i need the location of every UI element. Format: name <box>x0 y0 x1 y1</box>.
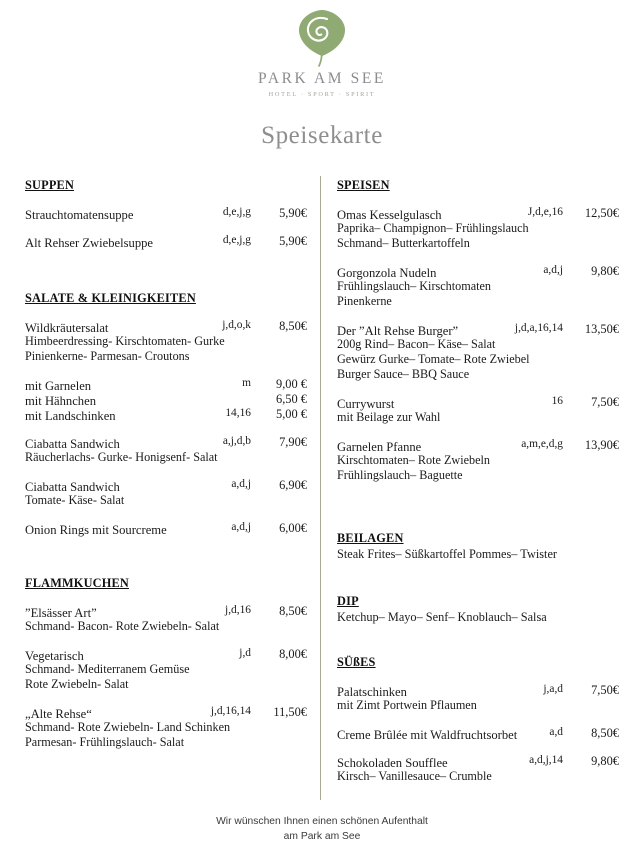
menu-item-price: 8,00€ <box>279 647 307 661</box>
menu-item <box>25 407 307 422</box>
menu-item-description: Burger Sauce– BBQ Sauce <box>337 367 470 381</box>
brand-tagline: HOTEL · SPORT · SPIRIT <box>268 91 376 98</box>
menu-section <box>337 529 619 562</box>
menu-item <box>337 206 619 251</box>
menu-item-price: 6,50 € <box>276 392 307 406</box>
menu-item-row <box>337 206 619 221</box>
menu-item-name: Garnelen Pfanne <box>337 440 422 454</box>
menu-item-name: Gorgonzola Nudeln <box>337 266 437 280</box>
menu-item-row <box>25 705 307 720</box>
menu-item-price: 6,90€ <box>279 478 307 492</box>
menu-item <box>25 705 307 750</box>
menu-item-name: mit Garnelen <box>25 379 92 393</box>
allergen-code: j,d <box>239 647 251 659</box>
allergen-code: 14,16 <box>225 407 251 419</box>
linden-leaf-spiral-icon <box>291 6 353 68</box>
allergen-code: j,d,16,14 <box>210 705 251 717</box>
menu-item-description: mit Zimt Portwein Pflaumen <box>337 698 477 712</box>
section-title: SÜßES <box>337 655 376 669</box>
menu-item-row <box>337 395 619 410</box>
menu-item-price: 5,90€ <box>279 234 307 248</box>
menu-item-description: Pinenkerne <box>337 294 392 308</box>
menu-item <box>25 319 307 364</box>
menu-column-left <box>25 176 307 750</box>
menu-item-name: Ciabatta Sandwich <box>25 437 120 451</box>
menu-item-price: 6,00€ <box>279 521 307 535</box>
menu-column-right <box>337 176 619 784</box>
footer-line-2: am Park am See <box>283 831 361 842</box>
menu-item-description: Schmand- Rote Zwiebeln- Land Schinken <box>25 720 231 734</box>
menu-item-description: mit Beilage zur Wahl <box>337 410 441 424</box>
menu-item-price: 13,90€ <box>584 438 619 452</box>
allergen-code: a,d <box>549 726 563 738</box>
menu-header <box>0 0 644 150</box>
menu-item-row <box>25 521 307 536</box>
allergen-code: 16 <box>551 395 563 407</box>
menu-item-price: 5,00 € <box>276 407 307 421</box>
menu-item <box>25 206 307 221</box>
menu-item-price: 9,00 € <box>276 377 307 391</box>
menu-item <box>337 322 619 382</box>
allergen-code: a,m,e,d,g <box>521 438 563 450</box>
menu-item-price: 8,50€ <box>279 319 307 333</box>
menu-item-name: Alt Rehser Zwiebelsuppe <box>25 236 154 250</box>
menu-footer <box>0 814 644 844</box>
menu-item-row <box>25 319 307 334</box>
allergen-code: a,d,j <box>231 478 251 490</box>
allergen-code: a,d,j <box>231 521 251 533</box>
menu-item-name: „Alte Rehse“ <box>25 707 92 721</box>
menu-item-price: 11,50€ <box>273 705 307 719</box>
menu-item <box>337 264 619 309</box>
menu-item <box>25 647 307 692</box>
menu-item <box>25 521 307 536</box>
menu-item-name: Schokoladen Soufflee <box>337 756 448 770</box>
menu-columns <box>0 176 644 806</box>
section-title: FLAMMKUCHEN <box>25 576 129 590</box>
menu-item <box>337 726 619 741</box>
menu-item-price: 7,50€ <box>591 395 619 409</box>
menu-item-row <box>25 206 307 221</box>
section-title: SPEISEN <box>337 178 390 192</box>
allergen-code: d,e,j,g <box>222 206 251 218</box>
menu-item-row <box>337 264 619 279</box>
menu-item-row <box>25 435 307 450</box>
menu-item-price: 12,50€ <box>584 206 619 220</box>
menu-item-price: 7,90€ <box>279 435 307 449</box>
menu-item-description: Parmesan- Frühlingslauch- Salat <box>25 735 185 749</box>
menu-item-row <box>25 478 307 493</box>
menu-item-price: 9,80€ <box>591 264 619 278</box>
menu-item-price: 13,50€ <box>584 322 619 336</box>
menu-item-row <box>337 683 619 698</box>
menu-item <box>337 438 619 483</box>
menu-item-description: Schmand- Bacon- Rote Zwiebeln- Salat <box>25 619 220 633</box>
menu-item <box>25 604 307 634</box>
menu-item <box>25 234 307 249</box>
menu-item-price: 5,90€ <box>279 206 307 220</box>
menu-item-description: Schmand– Butterkartoffeln <box>337 236 470 250</box>
menu-item-name: Wildkräutersalat <box>25 321 109 335</box>
menu-item-price: 9,80€ <box>591 754 619 768</box>
menu-item-row <box>25 392 307 407</box>
page-title: Speisekarte <box>261 122 383 149</box>
menu-section <box>25 574 307 750</box>
menu-item-name: Omas Kesselgulasch <box>337 208 442 222</box>
section-title: SALATE & KLEINIGKEITEN <box>25 291 196 305</box>
menu-item-description: Frühlingslauch– Baguette <box>337 468 463 482</box>
menu-item-price: 7,50€ <box>591 683 619 697</box>
menu-item <box>337 754 619 784</box>
column-divider <box>320 176 321 800</box>
menu-section <box>337 176 619 483</box>
menu-item-name: mit Hähnchen <box>25 394 96 408</box>
menu-item-row <box>337 726 619 741</box>
menu-section <box>25 176 307 249</box>
section-title: SUPPEN <box>25 178 75 192</box>
allergen-code: a,d,j,14 <box>529 754 563 766</box>
menu-item <box>337 395 619 425</box>
menu-item-description: Kirschtomaten– Rote Zwiebeln <box>337 453 490 467</box>
allergen-code: j,d,a,16,14 <box>514 322 563 334</box>
menu-item-description: Kirsch– Vanillesauce– Crumble <box>337 769 492 783</box>
allergen-code: d,e,j,g <box>222 234 251 246</box>
allergen-code: j,a,d <box>543 683 563 695</box>
section-title: BEILAGEN <box>337 531 404 545</box>
menu-section <box>337 653 619 784</box>
menu-item-name: mit Landschinken <box>25 409 116 423</box>
allergen-code: j,d,16 <box>225 604 251 616</box>
menu-item-row <box>25 407 307 422</box>
menu-item-row <box>337 438 619 453</box>
menu-item-description: Tomate- Käse- Salat <box>25 493 125 507</box>
menu-item-description: Rote Zwiebeln- Salat <box>25 677 129 691</box>
menu-item-row <box>337 322 619 337</box>
menu-item-row <box>337 754 619 769</box>
menu-item-name: Ciabatta Sandwich <box>25 480 120 494</box>
allergen-code: J,d,e,16 <box>527 206 563 218</box>
menu-item-row <box>25 647 307 662</box>
menu-item-price: 8,50€ <box>279 604 307 618</box>
menu-item-description: Frühlingslauch– Kirschtomaten <box>337 279 492 293</box>
menu-item-name: Onion Rings mit Sourcreme <box>25 523 167 537</box>
menu-item-name: Der ”Alt Rehse Burger” <box>337 324 459 338</box>
menu-item-description: Himbeerdressing- Kirschtomaten- Gurke <box>25 334 225 348</box>
menu-item-description: Räucherlachs- Gurke- Honigsenf- Salat <box>25 450 218 464</box>
menu-item-description: Schmand- Mediterranem Gemüse <box>25 662 190 676</box>
menu-item-description: 200g Rind– Bacon– Käse– Salat <box>337 337 496 351</box>
brand-name: PARK AM SEE <box>258 70 386 87</box>
menu-item-price: 8,50€ <box>591 726 619 740</box>
allergen-code: a,d,j <box>543 264 563 276</box>
menu-item <box>25 435 307 465</box>
menu-item-name: Currywurst <box>337 397 395 411</box>
section-line: Steak Frites– Süßkartoffel Pommes– Twister <box>337 547 558 561</box>
menu-item-row <box>25 234 307 249</box>
menu-item-description: Gewürz Gurke– Tomate– Rote Zwiebel <box>337 352 530 366</box>
allergen-code: a,j,d,b <box>222 435 251 447</box>
menu-item-description: Paprika– Champignon– Frühlingslauch <box>337 221 529 235</box>
menu-item <box>25 478 307 508</box>
menu-item-name: Creme Brûlée mit Waldfruchtsorbet <box>337 728 518 742</box>
menu-section <box>337 592 619 625</box>
allergen-code: j,d,o,k <box>222 319 251 331</box>
menu-item <box>25 392 307 407</box>
menu-item <box>337 683 619 713</box>
menu-item-name: ”Elsässer Art” <box>25 606 97 620</box>
menu-item-name: Strauchtomatensuppe <box>25 208 134 222</box>
menu-item-description: Pinienkerne- Parmesan- Croutons <box>25 349 190 363</box>
menu-item-name: Vegetarisch <box>25 649 84 663</box>
menu-item-row <box>25 377 307 392</box>
menu-item <box>25 377 307 392</box>
section-title: DIP <box>337 594 359 608</box>
footer-line-1: Wir wünschen Ihnen einen schönen Aufenthalt <box>216 816 428 827</box>
section-line: Ketchup– Mayo– Senf– Knoblauch– Salsa <box>337 610 547 624</box>
menu-item-name: Palatschinken <box>337 685 407 699</box>
menu-item-row <box>25 604 307 619</box>
menu-section <box>25 289 307 536</box>
allergen-code: m <box>242 377 251 389</box>
